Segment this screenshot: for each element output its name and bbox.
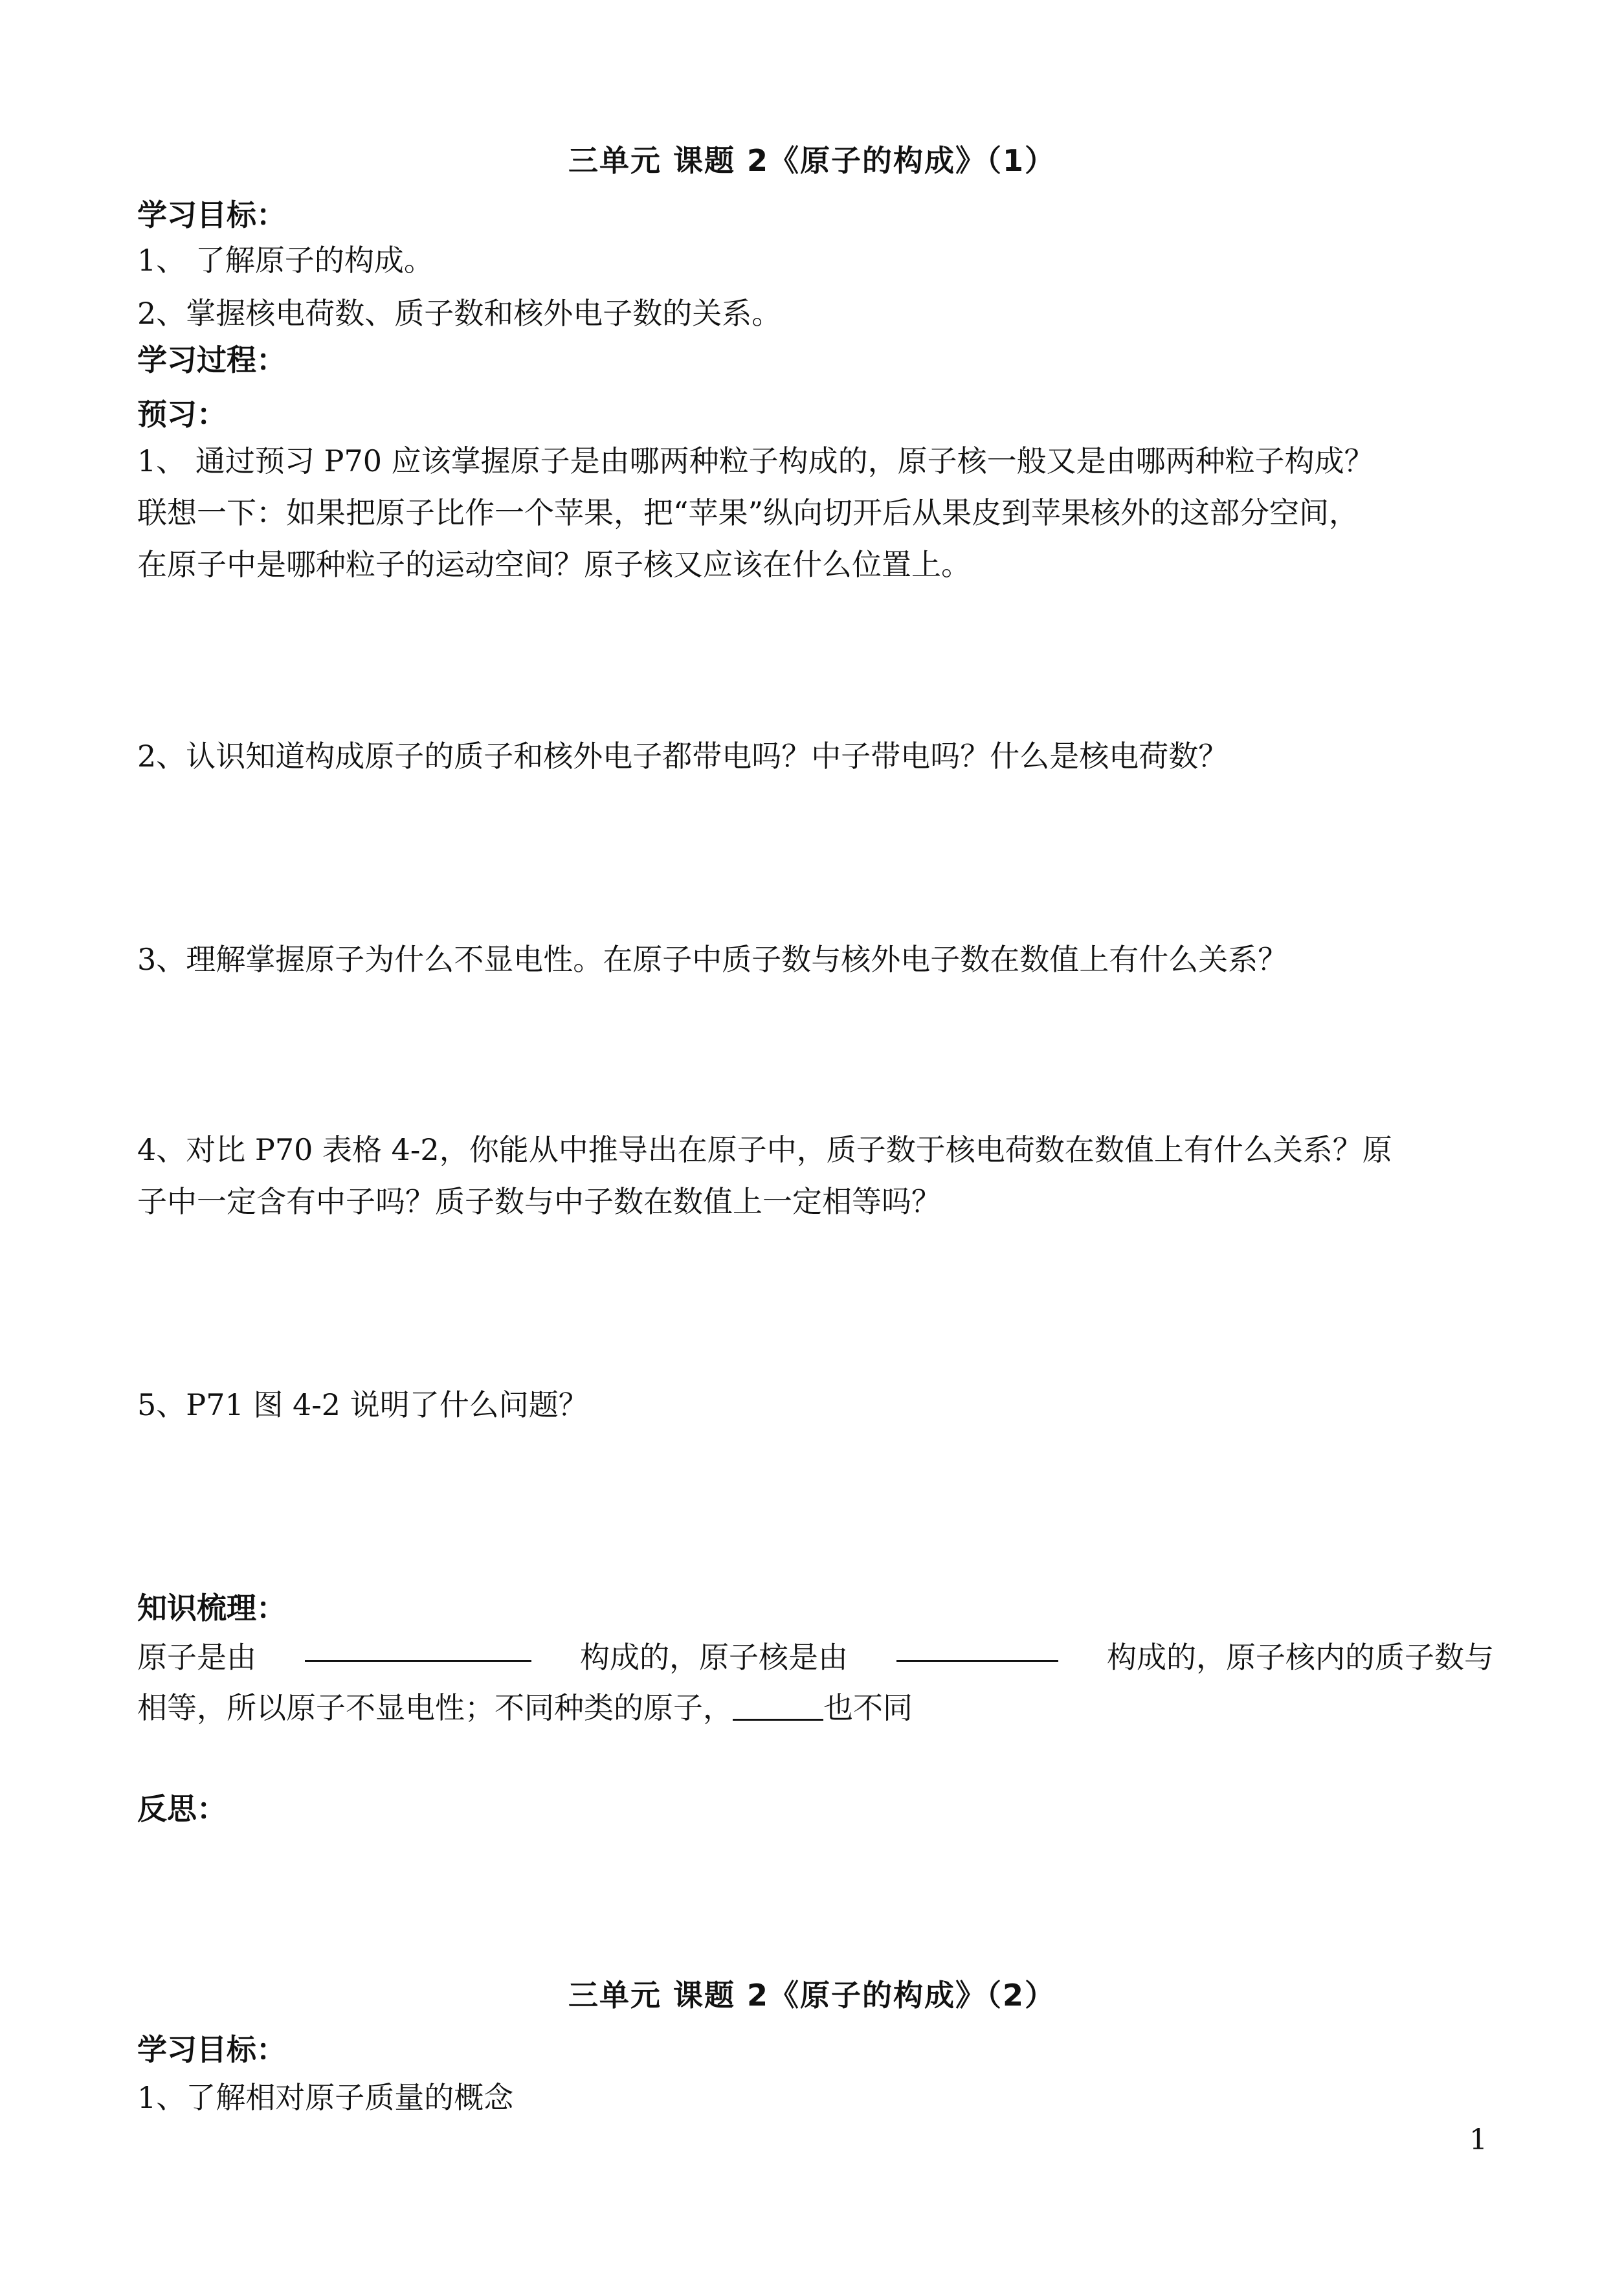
summary-text-a: 原子是由 [137, 1640, 256, 1675]
summary-line-1 [137, 1634, 1494, 1677]
preview-heading: 预习： [137, 397, 227, 432]
page-number: 1 [1469, 2123, 1487, 2156]
learning-goals-heading: 学习目标： [137, 197, 286, 232]
question-4-line-1: 4、对比 P70 表格 4-2，你能从中推导出在原子中，质子数于核电荷数在数值上有什么关系？原 [137, 1132, 1392, 1167]
summary-text-e: 也不同 [823, 1690, 913, 1725]
fill-blank-3[interactable] [733, 1693, 823, 1721]
fill-blank-1[interactable] [305, 1634, 531, 1662]
lesson-title-1: 三单元 课题 2《原子的构成》（1） [568, 143, 1056, 178]
reflection-heading: 反思： [137, 1791, 227, 1826]
summary-text-c: 构成的，原子核内的质子数与 [1107, 1640, 1494, 1675]
summary-line-2 [137, 1684, 913, 1727]
question-2: 2、认识知道构成原子的质子和核外电子都带电吗？中子带电吗？什么是核电荷数？ [137, 739, 1229, 774]
goal-2-item-1: 1、了解相对原子质量的概念 [137, 2080, 514, 2115]
question-5: 5、P71 图 4-2 说明了什么问题？ [137, 1387, 588, 1422]
question-4-line-2: 子中一定含有中子吗？质子数与中子数在数值上一定相等吗？ [137, 1184, 941, 1219]
knowledge-summary-heading: 知识梳理： [137, 1591, 286, 1626]
fill-blank-2[interactable] [896, 1634, 1058, 1662]
goal-item-1: 1、 了解原子的构成。 [137, 243, 434, 278]
question-1-line-3: 在原子中是哪种粒子的运动空间？原子核又应该在什么位置上。 [137, 547, 971, 582]
summary-text-b: 构成的，原子核是由 [580, 1640, 848, 1675]
question-3: 3、理解掌握原子为什么不显电性。在原子中质子数与核外电子数在数值上有什么关系？ [137, 942, 1288, 977]
question-1-line-1: 1、 通过预习 P70 应该掌握原子是由哪两种粒子构成的，原子核一般又是由哪两种粒子构成？ [137, 443, 1374, 478]
goal-item-2: 2、掌握核电荷数、质子数和核外电子数的关系。 [137, 296, 782, 331]
question-1-line-2: 联想一下：如果把原子比作一个苹果，把“苹果”纵向切开后从果皮到苹果核外的这部分空间， [137, 495, 1359, 530]
summary-text-d: 相等，所以原子不显电性；不同种类的原子， [137, 1690, 733, 1725]
lesson-title-2: 三单元 课题 2《原子的构成》（2） [568, 1978, 1056, 2013]
learning-process-heading: 学习过程： [137, 342, 286, 377]
learning-goals-heading-2: 学习目标： [137, 2032, 286, 2067]
